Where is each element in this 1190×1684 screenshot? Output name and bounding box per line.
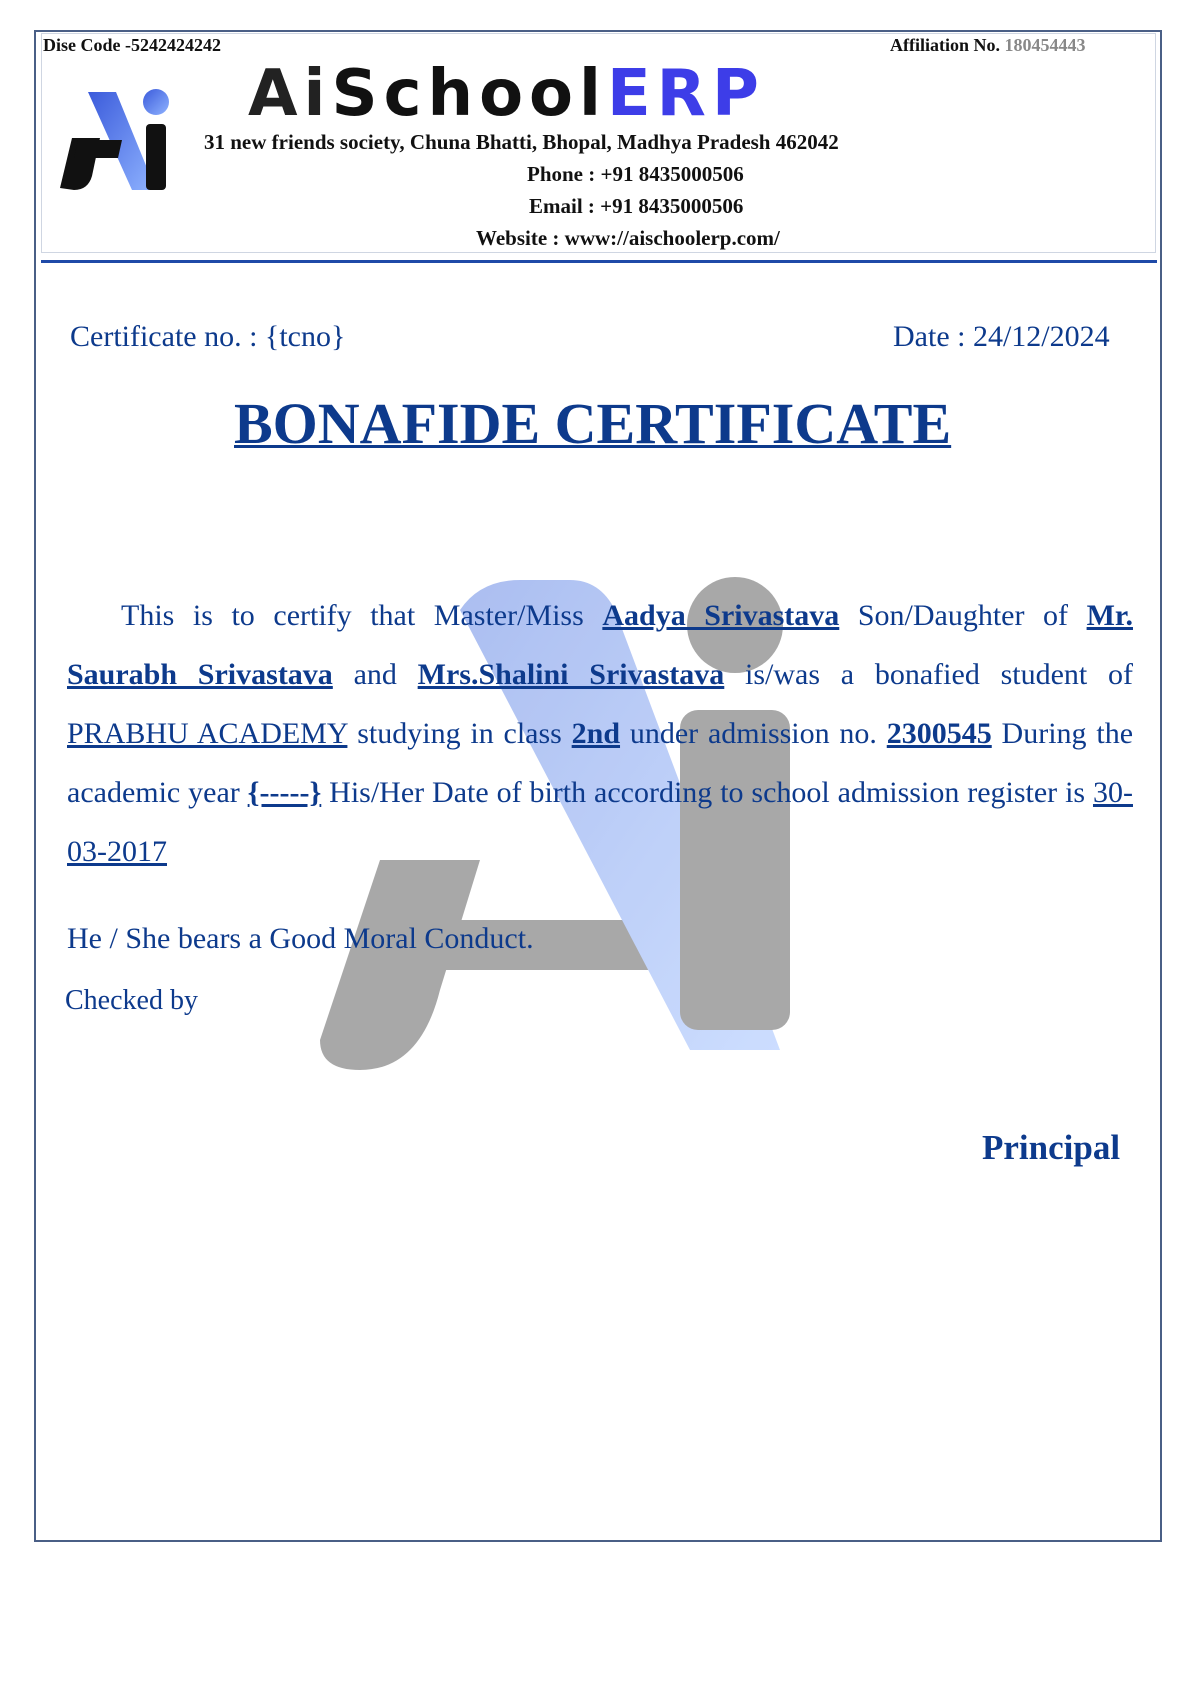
date-of-birth: 30-03-2017 bbox=[67, 776, 1133, 868]
body-text-3: and bbox=[332, 658, 418, 691]
student-name: Aadya Srivastava bbox=[602, 599, 840, 632]
affiliation-number bbox=[890, 35, 1086, 56]
moral-conduct-statement: He / She bears a Good Moral Conduct. bbox=[67, 922, 534, 955]
body-text-1: This is to certify that Master/Miss bbox=[121, 599, 603, 632]
school-address: 31 new friends society, Chuna Bhatti, Bhopal, Madhya Pradesh 462042 bbox=[204, 130, 839, 154]
affiliation-label: Affiliation No. bbox=[890, 35, 1005, 55]
checked-by-label: Checked by bbox=[65, 985, 198, 1016]
header-divider bbox=[41, 260, 1157, 263]
admission-number: 2300545 bbox=[886, 717, 992, 750]
father-name: Mr. Saurabh Srivastava bbox=[67, 599, 1133, 691]
brand-school: School bbox=[331, 57, 607, 131]
school-email: Email : +91 8435000506 bbox=[529, 194, 744, 218]
certificate-body bbox=[67, 586, 1133, 881]
certificate-date: Date : 24/12/2024 bbox=[893, 320, 1110, 353]
academic-year: {-----} bbox=[247, 776, 322, 809]
body-text-5: studying in class bbox=[347, 717, 572, 750]
school-name: PRABHU ACADEMY bbox=[67, 717, 348, 750]
class-name: 2nd bbox=[571, 717, 621, 750]
school-website: Website : www://aischoolerp.com/ bbox=[476, 226, 780, 250]
body-text-8: His/Her Date of birth according to school admission register is bbox=[321, 776, 1093, 809]
body-text-6: under admission no. bbox=[620, 717, 887, 750]
mother-name: Mrs.Shalini Srivastava bbox=[417, 658, 725, 691]
dise-code: Dise Code -5242424242 bbox=[43, 35, 221, 55]
affiliation-value: 180454443 bbox=[1004, 35, 1086, 55]
brand-erp: ERP bbox=[606, 57, 765, 131]
school-phone: Phone : +91 8435000506 bbox=[527, 162, 744, 186]
body-text-4: is/was a bonafied student of bbox=[724, 658, 1133, 691]
brand-wordmark bbox=[248, 58, 1078, 130]
body-text-7: During the academic year bbox=[67, 717, 1134, 809]
certificate-title: BONAFIDE CERTIFICATE bbox=[234, 391, 952, 456]
certificate-number: Certificate no. : {tcno} bbox=[70, 320, 346, 353]
body-text-2: Son/Daughter of bbox=[839, 599, 1087, 632]
brand-ai: Ai bbox=[248, 57, 332, 131]
principal-signature-label: Principal bbox=[982, 1128, 1121, 1167]
school-logo-icon bbox=[52, 78, 192, 208]
